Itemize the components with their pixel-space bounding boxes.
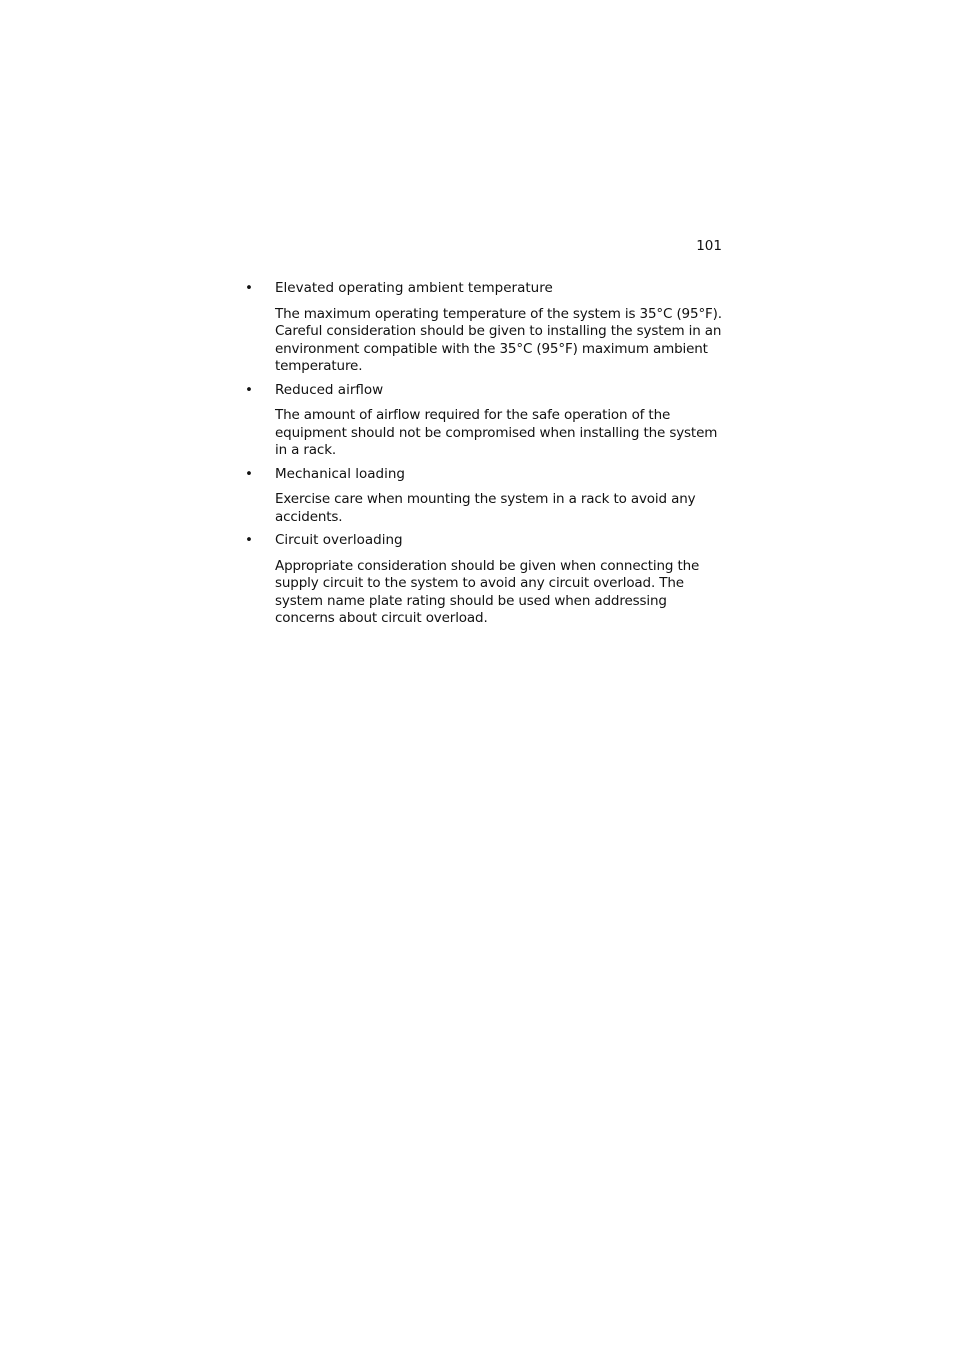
list-item-heading [245,532,723,550]
bullet-icon: • [245,465,253,482]
list-item-title: Mechanical loading [275,465,405,482]
bullet-list [245,280,723,634]
list-item-description: The maximum operating temperature of the system is 35°C (95°F). Careful consideration should be given to installing the system in an environment compatible with the 35°C (95°F) maximum ambient temperature. [275,305,722,374]
page-number: 101 [696,238,722,254]
list-item-description: Exercise care when mounting the system in a rack to avoid any accidents. [275,491,696,525]
list-item-heading [245,382,723,400]
list-item-heading [245,466,723,484]
list-item-title: Elevated operating ambient temperature [275,280,553,296]
list-item-description: Appropriate consideration should be given when connecting the supply circuit to the system to avoid any circuit overload. The system name plate rating should be used when addressing concerns about circuit overload. [275,557,700,626]
list-item [245,382,723,460]
list-item [245,280,723,376]
list-item-title: Circuit overloading [275,532,403,548]
list-item [245,466,723,527]
bullet-icon: • [245,280,253,296]
list-item-heading [245,280,723,298]
bullet-icon: • [245,532,253,548]
bullet-icon: • [245,381,253,398]
list-item-title: Reduced airflow [275,381,384,398]
list-item-description: The amount of airflow required for the safe operation of the equipment should not be compromised when installing the system in a rack. [275,407,718,458]
list-item [245,532,723,628]
